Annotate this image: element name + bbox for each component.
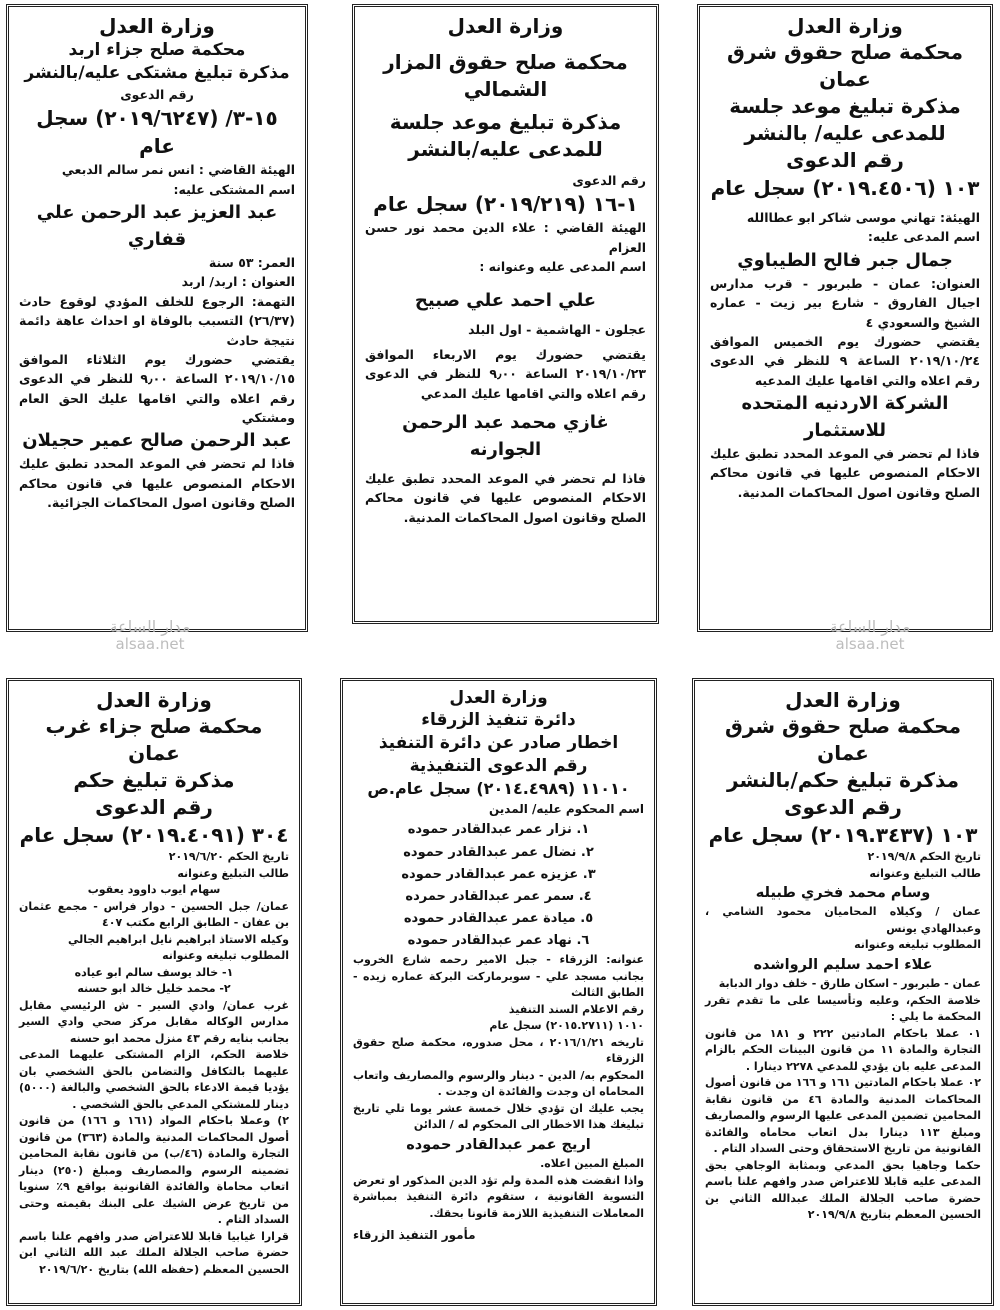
ministry-title: وزارة العدل: [96, 688, 212, 712]
clause-2: ٠٢ عملا باحكام المادتين ١٦١ و ١٦٦ من قانون أصول المحاكمات المدنية والمادة ٤٦ من قانون نقابة المحامين تضمين المدعى عليها الرسوم والمصاريف ومبلغ ١١٣ دينارا بدل اتعاب محاماه والفائدة القانونية من تاريخ الاستحقاق وحتى السداد التام .: [705, 1076, 981, 1156]
case-label: رقم الدعوى التنفيذية: [409, 755, 588, 776]
judgment-date: تاريخ الحكم ٢٠١٩/٦/٢٠: [168, 850, 289, 863]
case-label: رقم الدعوى: [572, 173, 646, 188]
age: العمر: ٥٣ سنة: [208, 255, 295, 270]
notice-title: مذكرة تبليغ مشتكى عليه/بالنشر: [24, 62, 290, 83]
ministry-title: وزارة العدل: [449, 688, 548, 708]
case-number: ١-١٦ (٢٠١٩/٢١٩) سجل عام: [373, 192, 638, 217]
case-number: ١١٠١٠ (٢٠١٤.٤٩٨٩) سجل عام.ص: [367, 778, 630, 798]
signature: مأمور التنفيذ الزرقاء: [353, 1228, 476, 1243]
defendant-label: اسم المدعى عليه وعنوانه :: [479, 259, 646, 275]
watermark-en: alsaa.net: [115, 635, 185, 654]
defendant-name: عبد العزيز عبد الرحمن علي قفاري: [36, 202, 278, 250]
requester-address: عمان/ جبل الحسين - دوار فراس - مجمع عثمان بن عفان - الطابق الرابع مكتب ٤٠٧: [19, 899, 289, 929]
requester-label: طالب التبليغ وعنوانه: [869, 866, 981, 880]
department-name: دائرة تنفيذ الزرقاء: [421, 710, 576, 731]
debtor-item: ٥. ميادة عمر عبدالقادر حموده: [403, 910, 594, 926]
panel: الهيئة القاضي : انس نمر سالم الدبعي: [61, 162, 295, 178]
defendant-label: اسم المشتكى عليه:: [173, 181, 295, 197]
served-label: المطلوب تبليغه وعنوانه: [162, 949, 289, 962]
served-label: المطلوب تبليغه وعنوانه: [854, 938, 981, 952]
judgment-date: تاريخ الحكم ٢٠١٩/٩/٨: [867, 850, 981, 863]
defendant-name: جمال جبر فالح الطيباوي: [737, 249, 953, 271]
address: عنوانه: الزرقاء - جبل الامير رحمه شارع الخروب بجانب مسجد علي - سوبرماركت البركة عماره زيده - الطابق الثالث: [353, 953, 644, 1000]
complainant-name: عبد الرحمن صالح عمير حجيلان: [22, 430, 292, 452]
address: عجلون - الهاشمية - اول البلد: [468, 321, 646, 337]
debtors-label: اسم المحكوم عليه/ المدين: [488, 802, 644, 817]
agent: وكيله الاستاذ ابراهيم نايل ابراهيم الجالي: [67, 932, 289, 946]
address: العنوان : اربد/ اربد: [181, 274, 295, 290]
served-item: ٢- محمد خليل خالد ابو حسنه: [77, 982, 231, 995]
notice-title: مذكرة تبليغ حكم: [73, 768, 235, 792]
notice-zarqa-execution: [340, 678, 657, 1306]
clause-2: ٢) وعملا باحكام المواد (١٦١ و ١٦٦) من قانون أصول المحاكمات المدنية والمادة (٣٦٣) من قانون التجارة والمادة (٤٦/ب) من قانون نقابة المحامين تضمينه الرسوم والمصاريف ومبلغ (٢٥٠) دينار اتعاب محاماة والفائدة القانونية بواقع ٩٪ سنويا من تاريخ عرض الشيك على البنك بقيمته وحتى السداد التام .: [19, 1114, 290, 1226]
creditor-name: اريج عمر عبدالقادر حموده: [406, 1136, 591, 1153]
court-name: محكمة صلح حقوق شرق عمان: [727, 40, 963, 91]
notice-title: مذكرة تبليغ حكم/بالنشر: [727, 768, 959, 792]
notice-west-amman-judgment: [6, 678, 302, 1306]
clause-3: حكما وجاهيا بحق المدعي وبمثابة الوجاهي بحق المدعى عليه قابلا للاعتراض صدر وافهم علنا باسم حضرة صاحب الجلالة الملك عبدالله الثاني بن الحسين المعظم بتاريخ ٢٠١٩/٩/٨: [705, 1158, 981, 1222]
served-address: غرب عمان/ وادي السير - ش الرئيسي مقابل مدارس الوكاله مقابل مركز صحي وادي السير بجانب بنايه رقم ٤٣ منزل محمد ابو حسنه: [19, 998, 289, 1045]
requester-name: وسام محمد فخري طبيله: [755, 885, 931, 901]
served-address: عمان - طبربور - اسكان طارق - خلف دوار الدبابة: [718, 977, 981, 991]
case-label: رقم الدعوى: [784, 795, 902, 819]
notice-east-amman-session: [697, 4, 993, 632]
notice-title: مذكرة تبليغ موعد جلسة للمدعى عليه/ بالنشر: [729, 94, 961, 145]
case-number: ١٠٣ (٢٠١٩.٤٥٠٦) سجل عام: [710, 176, 980, 200]
watermark-left: [60, 618, 240, 654]
issue-info: تاريخه ٢٠١٦/١/٢١ ، محل صدوره، محكمة صلح حقوق الزرقاء: [353, 1035, 645, 1066]
notice-body: يقتضي حضورك يوم الخميس الموافق ٢٠١٩/١٠/٢٤ الساعة ٩ للنظر في الدعوى رقم اعلاه والتي اقامها عليك المدعيه: [710, 333, 980, 388]
court-name: محكمة صلح حقوق شرق عمان: [725, 714, 961, 765]
notice-body: يجب عليك ان تؤدي خلال خمسة عشر يوما تلي تاريخ تبليغك هذا الاخطار الى المحكوم له / الدائن: [353, 1101, 644, 1132]
case-number: ٣٠٤ (٢٠١٩.٤٠٩١) سجل عام: [19, 823, 289, 847]
warning-text: واذا انقضت هذه المدة ولم تؤد الدين المذكور او تعرض التسوية القانونية ، ستقوم دائرة التنفيذ بمباشرة المعاملات التنفيذية اللازمة قانونا بحقك.: [353, 1173, 644, 1220]
debtor-item: ٦. نهاد عمر عبدالقادر حموده: [407, 932, 590, 948]
court-name: محكمة صلح حقوق المزار الشمالي: [383, 50, 628, 101]
debt-text: المبلغ المبين اعلاه.: [540, 1157, 644, 1171]
notice-body: يقتضي حضورك يوم الاربعاء الموافق ٢٠١٩/١٠/٢٣ الساعة ٩٫٠٠ للنظر في الدعوى رقم اعلاه والتي اقامها عليك المدعي: [365, 346, 646, 401]
closing-text: فاذا لم تحضر في الموعد المحدد تطبق عليك الاحكام المنصوص عليها في قانون محاكم الصلح وقانون اصول المحاكمات المدنية.: [365, 471, 646, 525]
ministry-title: وزارة العدل: [99, 14, 215, 38]
debtor-item: ٢. نضال عمر عبدالقادر حموده: [403, 844, 594, 860]
notice-body: يقتضي حضورك يوم الثلاثاء الموافق ٢٠١٩/١٠/١٥ الساعة ٩٫٠٠ للنظر في الدعوى رقم اعلاه والتي اقامها عليك الحق العام ومشتكي: [19, 351, 295, 425]
watermark-right: [780, 618, 960, 654]
panel: الهيئة القاضي : علاء الدين محمد نور حسن العزام: [365, 220, 646, 255]
watermark-ar: مدار الساعة: [829, 617, 911, 636]
address: العنوان: عمان - طبربور - قرب مدارس اجيال الفاروق - شارع بير زيت - عماره الشيخ والسعودي ٤: [710, 275, 980, 330]
panel: الهيئة: تهاني موسى شاكر ابو عطاالله: [746, 210, 980, 225]
debtor-item: ١. نزار عمر عبدالقادر حموده: [407, 822, 590, 838]
defendant-label: اسم المدعى عليه:: [867, 229, 980, 245]
ministry-title: وزارة العدل: [785, 688, 901, 712]
case-number: ١٥-٣/ (٢٠١٩/٦٢٤٧) سجل عام: [36, 106, 278, 159]
notice-title: اخطار صادر عن دائرة التنفيذ: [378, 733, 619, 754]
debtor-item: ٤. سمر عمر عبدالقادر حمرده: [405, 888, 592, 904]
notice-irbid-criminal: [6, 4, 308, 632]
notice-east-amman-judgment: [692, 678, 994, 1306]
plaintiff-name: الشركة الاردنيه المتحده للاستثمار: [741, 393, 949, 441]
reference-label: رقم الاعلام السند التنفيذ: [508, 1002, 644, 1016]
requester-label: طالب التبليغ وعنوانه: [177, 866, 289, 880]
case-label: رقم الدعوى: [95, 795, 213, 819]
served-name: علاء احمد سليم الرواشده: [753, 956, 933, 973]
watermark-ar: مدار الساعة: [109, 617, 191, 636]
case-label: رقم الدعوى: [786, 148, 904, 172]
court-name: محكمة صلح جزاء غرب عمان: [45, 714, 263, 765]
served-item: ١- خالد يوسف سالم ابو عياده: [74, 965, 234, 979]
defendant-name: علي احمد علي صبيح: [414, 289, 597, 311]
charge: التهمة: الرجوع للخلف المؤدي لوقوع حادث (٢٦/٣٧) التسبب بالوفاة او احداث عاهة دائمة نتيجة حادث: [19, 293, 295, 348]
clause-3: قرارا غيابيا قابلا للاعتراض صدر وافهم علنا باسم حضرة صاحب الجلالة الملك عبد الله الثاني ابن الحسين المعظم (حفظه الله) بتاريخ ٢٠١٩/٦/٢٠: [19, 1229, 289, 1276]
notice-north-mazar-session: [352, 4, 659, 624]
closing-text: فاذا لم تحضر في الموعد المحدد تطبق عليك الاحكام المنصوص عليها في قانون محاكم الصلح وقانون اصول المحاكمات المدنية.: [710, 446, 980, 500]
judgment-summary: خلاصة الحكم، الزام المشتكى عليهما المدعى عليهما بالتكافل والتضامن بالحق الشخصي بان يؤديا قيمة الادعاء بالحق الشخصي والبالغة (٥٠٠٠) دينار للمشتكي المدعي بالحق الشخصي .: [19, 1048, 289, 1111]
plaintiff-name: غازي محمد عبد الرحمن الجوارنه: [402, 412, 609, 460]
clause-1: ٠١ عملا باحكام المادتين ٢٢٢ و ١٨١ من قانون التجارة والمادة ١١ من قانون البينات الحكم بالزام المدعى عليه بان يؤدي للمدعي ٢٢٧٨ دينارا .: [705, 1026, 981, 1073]
court-name: محكمة صلح جزاء اربد: [68, 40, 246, 60]
ministry-title: وزارة العدل: [787, 14, 903, 38]
closing-text: فاذا لم تحضر في الموعد المحدد تطبق عليك الاحكام المنصوص عليها في قانون محاكم الصلح وقانون اصول المحاكمات الجزائية.: [19, 456, 295, 511]
case-number: ١٠٣ (٢٠١٩.٣٤٣٧) سجل عام: [708, 823, 978, 847]
notice-title: مذكرة تبليغ موعد جلسة للمدعى عليه/بالنشر: [389, 110, 622, 161]
watermark-en: alsaa.net: [835, 635, 905, 654]
requester-address: عمان / وكيلاه المحاميان محمود الشامي ، وعبدالهادي يونس: [705, 905, 981, 935]
judgment-summary: خلاصة الحكم، وعليه وتأسيسا على ما تقدم تقرر المحكمة ما يلي :: [705, 993, 981, 1024]
case-label: رقم الدعوى: [120, 86, 194, 102]
amount: المحكوم به/ الدين - دينار والرسوم والمصاريف واتعاب المحاماه ان وجدت والفائدة ان وجدت .: [353, 1068, 644, 1099]
requester-name: سهام ايوب داوود يعقوب: [87, 883, 221, 896]
ministry-title: وزارة العدل: [447, 14, 564, 38]
debtor-item: ٣. عزيزه عمر عبدالقادر حموده: [401, 866, 596, 882]
reference-number: ١٠١٠ (٢٠١٥.٢٧١١) سجل عام: [489, 1019, 644, 1033]
